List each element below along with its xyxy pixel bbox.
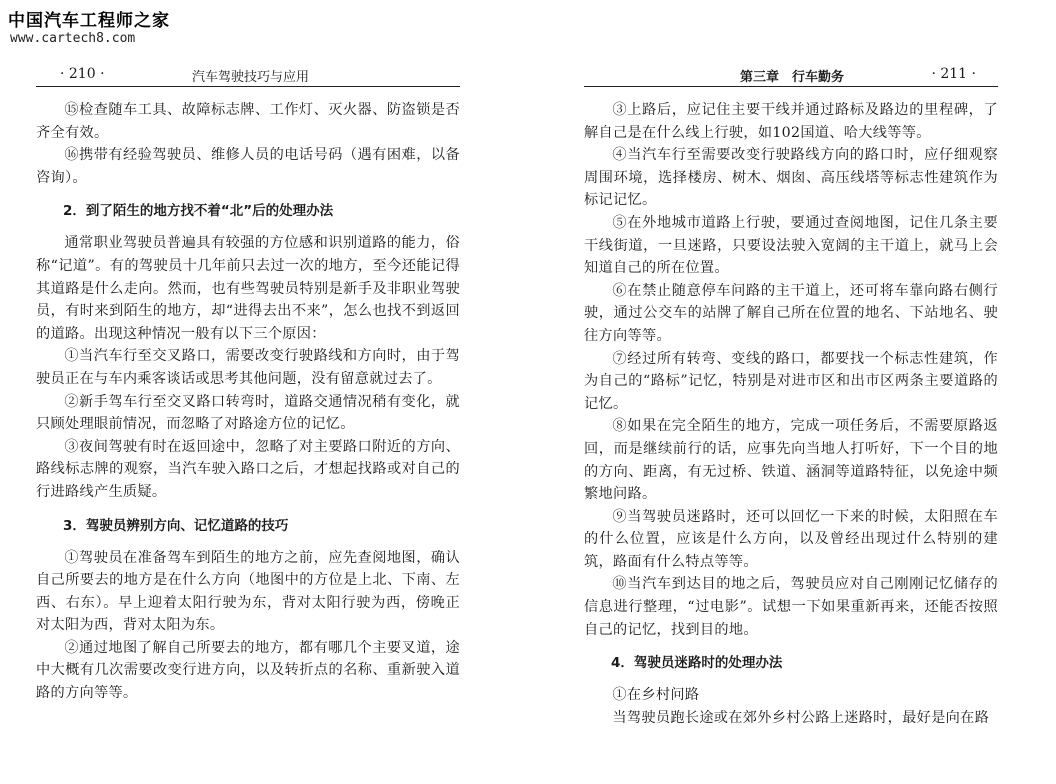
paragraph: ⑦经过所有转弯、变线的路口，都要找一个标志性建筑，作为自己的“路标”记忆，特别是对进市区和出市区两条主要道路的记忆。 bbox=[584, 350, 998, 412]
paragraph: ⑧如果在完全陌生的地方，完成一项任务后，不需要原路返回，而是继续前行的话，应事先向当地人打听好，下一个目的地的方向、距离，有无过桥、铁道、涵洞等道路特征，以免途中频繁地问路。 bbox=[584, 418, 998, 503]
watermark-logo: 中国汽车工程师之家 bbox=[8, 11, 170, 31]
right-page-number: · 211 · bbox=[931, 66, 976, 82]
watermark-url: www.cartech8.com bbox=[10, 31, 136, 46]
subsection-heading: ①在乡村问路 bbox=[612, 687, 700, 704]
right-page bbox=[584, 62, 998, 782]
paragraph: ①当汽车行至交叉路口，需要改变行驶路线和方向时，由于驾驶员正在与车内乘客谈话或思考其他问题，没有留意就过去了。 bbox=[36, 348, 460, 387]
right-page-header bbox=[584, 62, 998, 87]
paragraph: 当驾驶员跑长途或在郊外乡村公路上迷路时，最好是向在路 bbox=[612, 709, 990, 726]
left-page bbox=[36, 62, 460, 782]
paragraph: ⑩当汽车到达目的地之后，驾驶员应对自己刚刚记忆储存的信息进行整理，“过电影”。试想一下如果重新再来，还能否按照自己的记忆，找到目的地。 bbox=[584, 576, 998, 638]
paragraph: ⑮检查随车工具、故障标志牌、工作灯、灭火器、防盗锁是否齐全有效。 bbox=[36, 102, 460, 141]
paragraph: ⑤在外地城市道路上行驶，要通过查阅地图，记住几条主要干线街道，一旦迷路，只要设法驶入宽阔的主干道上，就马上会知道自己的所在位置。 bbox=[584, 214, 998, 277]
section-2-heading: 2．到了陌生的地方找不着“北”后的处理办法 bbox=[63, 203, 334, 220]
paragraph: ③夜间驾驶有时在返回途中，忽略了对主要路口附近的方向、路线标志牌的观察，当汽车驶入路口之后，才想起找路或对自己的行进路线产生质疑。 bbox=[36, 438, 460, 500]
left-page-header-title: 汽车驾驶技巧与应用 bbox=[192, 70, 310, 85]
paragraph: ③上路后，应记住主要干线并通过路标及路边的里程碑，了解自己是在什么线上行驶，如102国道、哈大线等等。 bbox=[584, 102, 998, 141]
paragraph: ①驾驶员在准备驾车到陌生的地方之前，应先查阅地图，确认自己所要去的地方是在什么方向（地图中的方位是上北、下南、左西、右东）。早上迎着太阳行驶为东，背对太阳行驶为西，傍晚正对太阳为西，背对太阳为东。 bbox=[36, 549, 460, 634]
paragraph: ②通过地图了解自己所要去的地方，都有哪几个主要叉道，途中大概有几次需要改变行进方向，以及转折点的名称、重新驶入道路的方向等等。 bbox=[36, 639, 460, 702]
left-page-header bbox=[36, 62, 460, 87]
paragraph: ⑨当驾驶员迷路时，还可以回忆一下来的时候，太阳照在车的什么位置，应该是什么方向，以及曾经出现过什么特别的建筑，路面有什么特点等等。 bbox=[584, 508, 998, 570]
right-page-header-title: 第三章 行车勤务 bbox=[740, 70, 845, 85]
paragraph: ④当汽车行至需要改变行驶路线方向的路口时，应仔细观察周围环境，选择楼房、树木、烟囱、高压线塔等标志性建筑作为标记记忆。 bbox=[584, 147, 998, 209]
paragraph: ②新手驾车行至交叉路口转弯时，道路交通情况稍有变化，就只顾处理眼前情况，而忽略了对路途方位的记忆。 bbox=[36, 393, 460, 433]
left-page-number: · 210 · bbox=[60, 66, 105, 82]
paragraph: ⑯携带有经验驾驶员、维修人员的电话号码（遇有困难，以备咨询）。 bbox=[36, 147, 460, 186]
paragraph: ⑥在禁止随意停车问路的主干道上，还可将车靠向路右侧行驶，通过公交车的站牌了解自己所在位置的地名、下站地名、驶往方向等等。 bbox=[584, 282, 998, 344]
right-page-body bbox=[584, 87, 998, 729]
paragraph: 通常职业驾驶员普遍具有较强的方位感和识别道路的能力，俗称“记道”。有的驾驶员十几年前只去过一次的地方，至今还能记得其道路是什么走向。然而，也有些驾驶员特别是新手及非职业驾驶员，有时来到陌生的地方，却“进得去出不来”，怎么也找不到返回的道路。出现这种情况一般有以下三个原因： bbox=[36, 235, 460, 342]
section-3-heading: 3．驾驶员辨别方向、记忆道路的技巧 bbox=[63, 517, 289, 534]
left-page-body bbox=[36, 87, 460, 705]
section-4-heading: 4．驾驶员迷路时的处理办法 bbox=[611, 655, 783, 672]
